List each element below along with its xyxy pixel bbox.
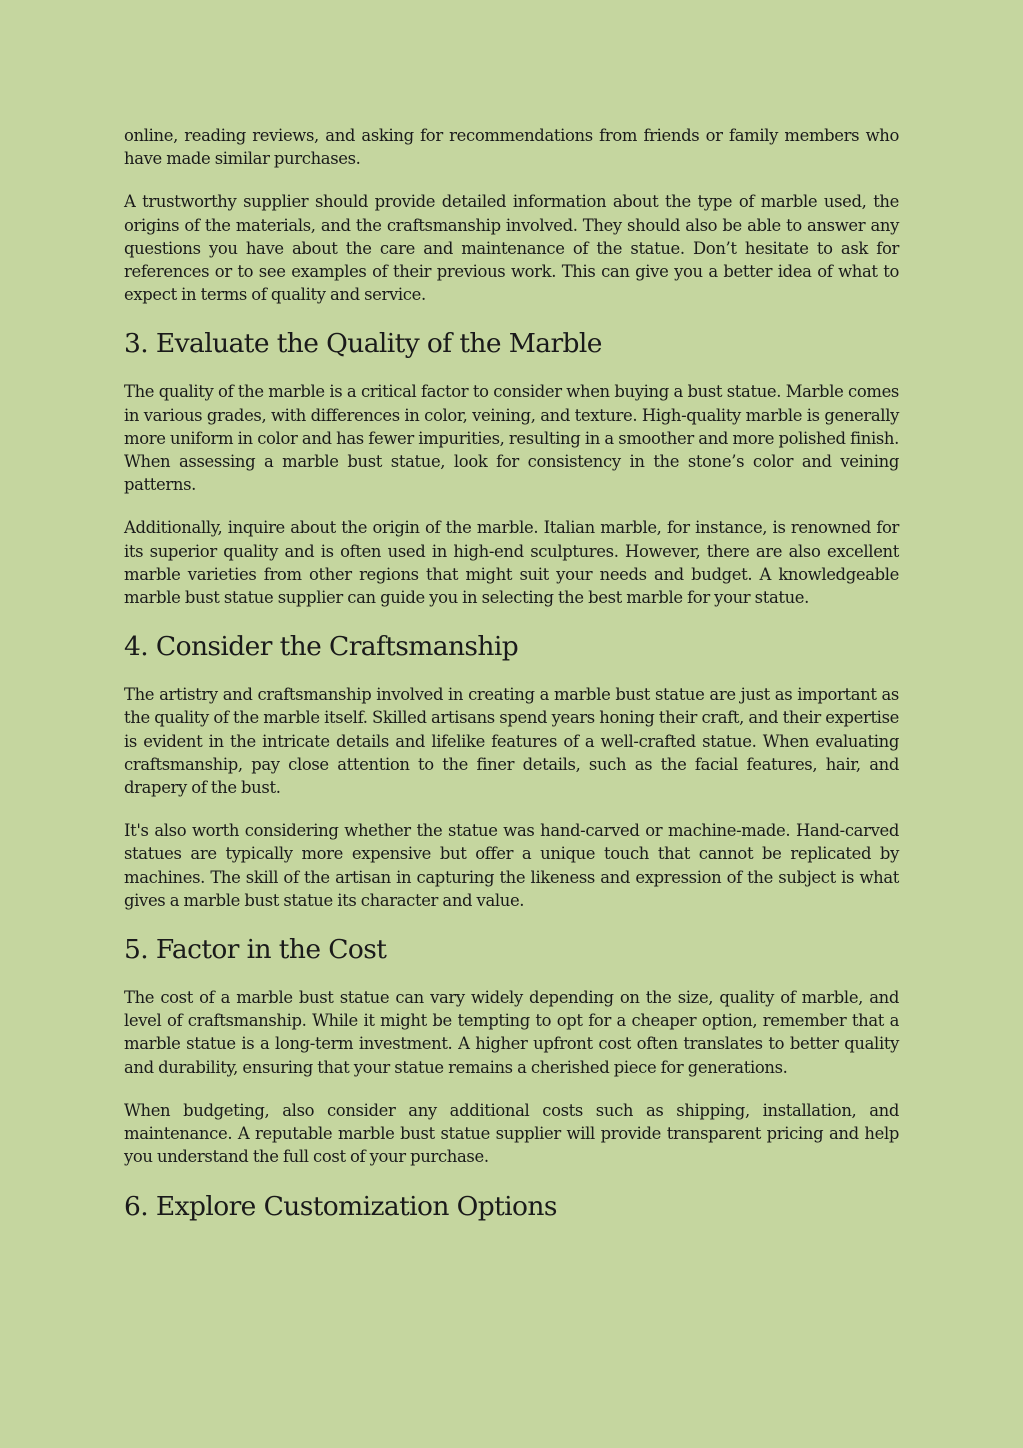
section-heading-quality: 3. Evaluate the Quality of the Marble xyxy=(124,328,602,360)
cost-paragraph-2: When budgeting, also consider any additional costs such as shipping, installation, and maintenance. A reputable marble bust statue supplier will provide transparent pricing and help you understand the full cost of your purchase. xyxy=(124,1100,899,1167)
section-heading-customization: 6. Explore Customization Options xyxy=(124,1190,557,1222)
intro-paragraph-1: online, reading reviews, and asking for recommendations from friends or family members who have made similar purchases. xyxy=(124,126,899,169)
quality-paragraph-1: The quality of the marble is a critical factor to consider when buying a bust statue. Marble comes in various grades, with differences in color, veining, and texture. High-quality marble is generally more uniform in color and has fewer impurities, resulting in a smoother and more polished finish. When assessing a marble bust statue, look for consistency in the stone’s color and veining patterns. xyxy=(124,382,899,495)
section-heading-craftsmanship: 4. Consider the Craftsmanship xyxy=(124,631,519,663)
section-heading-cost: 5. Factor in the Cost xyxy=(124,934,387,966)
quality-paragraph-2: Additionally, inquire about the origin of the marble. Italian marble, for instance, is renowned for its superior quality and is often used in high-end sculptures. However, there are also excellent marble varieties from other regions that might suit your needs and budget. A knowledgeable marble bust statue supplier can guide you in selecting the best marble for your statue. xyxy=(124,518,899,608)
craftsmanship-paragraph-2: It's also worth considering whether the statue was hand-carved or machine-made. Hand-carved statues are typically more expensive but offer a unique touch that cannot be replicated by machines. The skill of the artisan in capturing the likeness and expression of the subject is what gives a marble bust statue its character and value. xyxy=(124,821,899,910)
cost-paragraph-1: The cost of a marble bust statue can vary widely depending on the size, quality of marble, and level of craftsmanship. While it might be tempting to opt for a cheaper option, remember that a marble statue is a long-term investment. A higher upfront cost often translates to better quality and durability, ensuring that your statue remains a cherished piece for generations. xyxy=(124,988,899,1077)
document-page xyxy=(124,124,899,1243)
intro-paragraph-2: A trustworthy supplier should provide detailed information about the type of marble used, the origins of the materials, and the craftsmanship involved. They should also be able to answer any questions you have about the care and maintenance of the statue. Don’t hesitate to ask for references or to see examples of their previous work. This can give you a better idea of what to expect in terms of quality and service. xyxy=(124,192,899,305)
craftsmanship-paragraph-1: The artistry and craftsmanship involved in creating a marble bust statue are just as important as the quality of the marble itself. Skilled artisans spend years honing their craft, and their expertise is evident in the intricate details and lifelike features of a well-crafted statue. When evaluating craftsmanship, pay close attention to the finer details, such as the facial features, hair, and drapery of the bust. xyxy=(124,685,899,798)
